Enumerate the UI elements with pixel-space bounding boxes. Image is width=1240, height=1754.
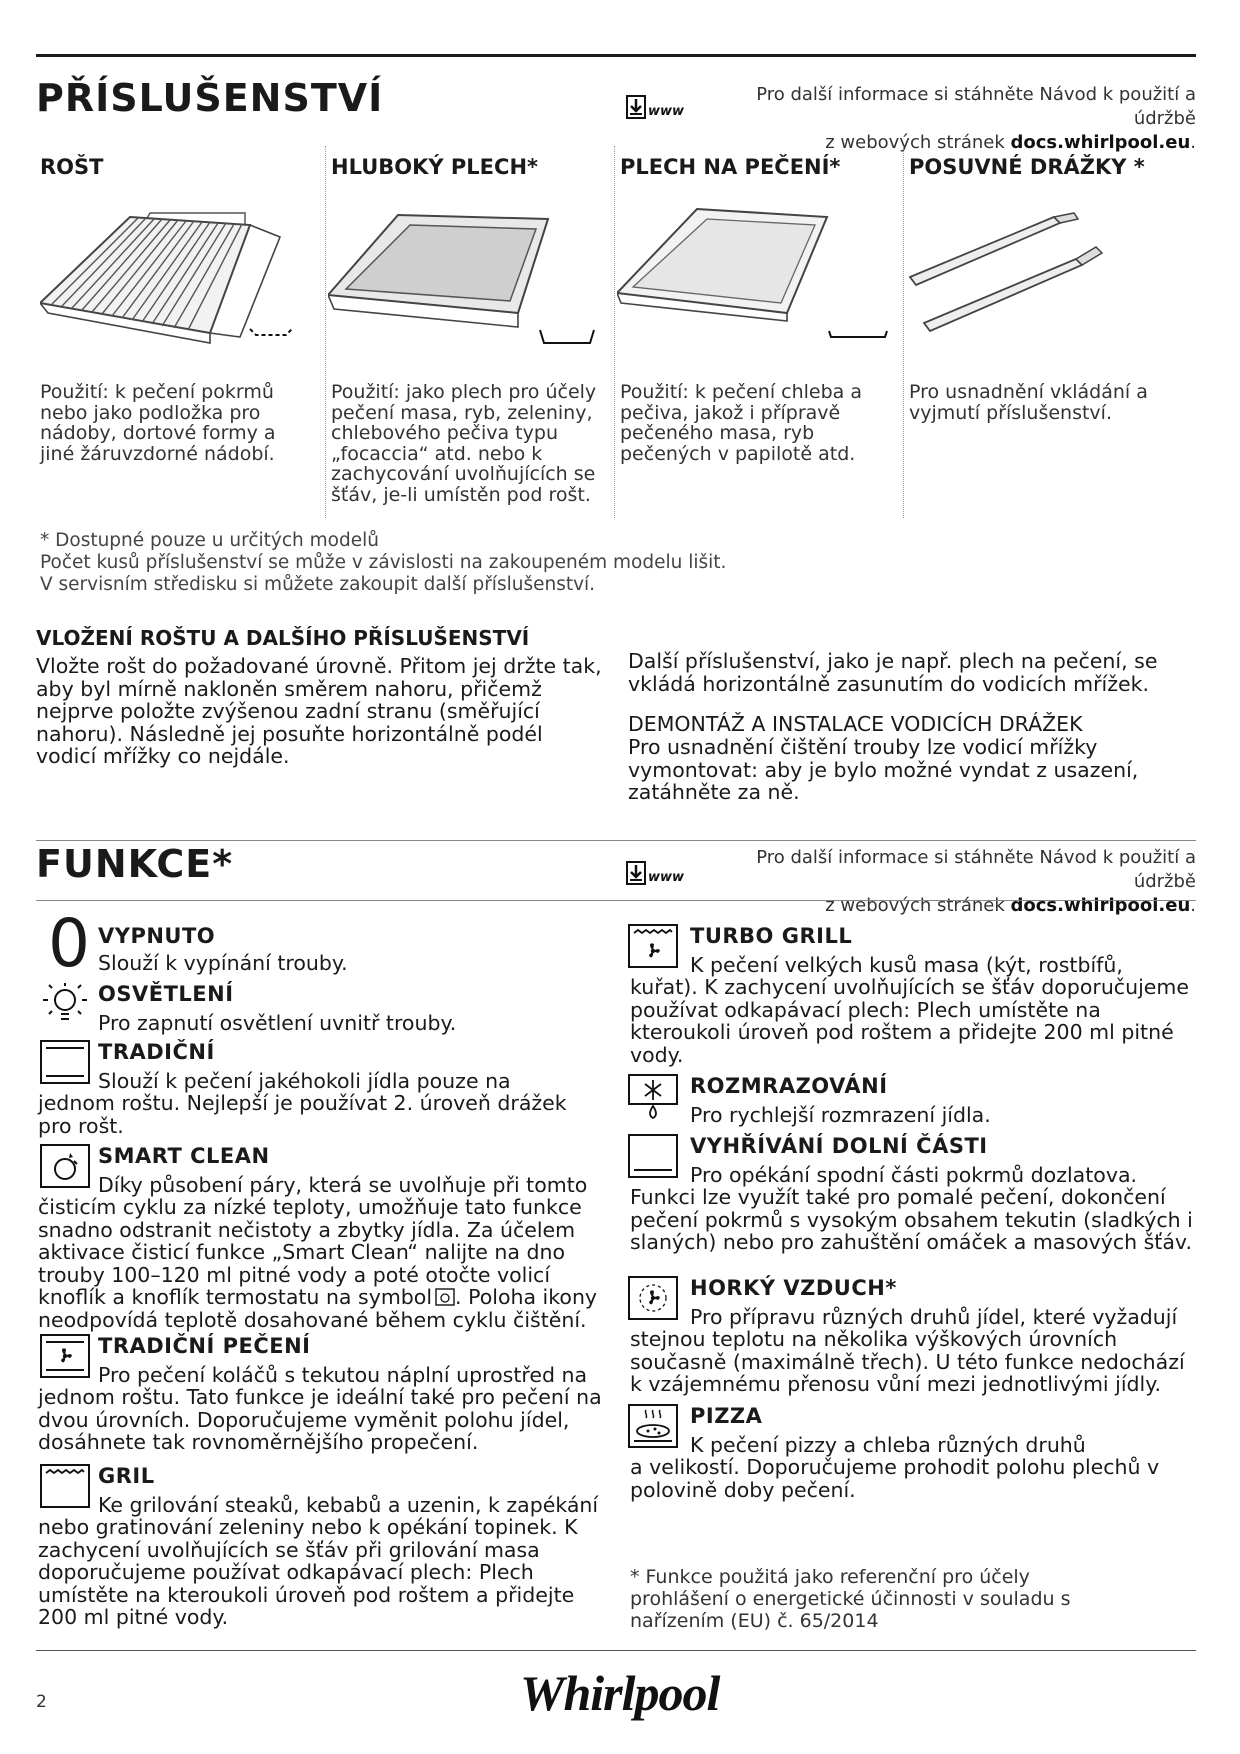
grill-icon	[40, 1464, 90, 1508]
fn-desc-off: Slouží k vypínání trouby.	[98, 951, 348, 975]
www-note-line1: Pro další informace si stáhněte Návod k použití a údržbě	[756, 84, 1196, 129]
footer-rule	[36, 1650, 1196, 1651]
insertion-title: VLOŽENÍ ROŠTU A DALŠÍHO PŘÍSLUŠENSTVÍ	[36, 626, 530, 650]
col-title-plech-na-peceni: PLECH NA PEČENÍ*	[620, 155, 841, 179]
col-desc-rost: Použití: k pečení pokrmů nebo jako podložka pro nádoby, dortové formy a jiné žáruvzdorné nádobí.	[40, 381, 276, 465]
col-title-hluboky-plech: HLUBOKÝ PLECH*	[331, 155, 538, 179]
fn-title-grill: GRIL	[98, 1464, 155, 1488]
wire-shelf-illustration	[40, 205, 310, 345]
download-www-icon	[626, 94, 688, 122]
insertion-right-title: DEMONTÁŽ A INSTALACE VODICÍCH DRÁŽEK	[628, 712, 1083, 736]
fn-title-smart-clean: SMART CLEAN	[98, 1144, 270, 1168]
fn-desc-convection-bake-1: Pro pečení koláčů s tekutou náplní uprostřed na	[98, 1363, 588, 1387]
svg-text:www: www	[648, 104, 685, 119]
fn-desc-convection-bake-2: jednom roštu. Tato funkce je ideální také pro pečení na dvou úrovních. Doporučujeme vyměnit polohu jídel, dosáhnete tak rovnoměrnějšího propečení.	[38, 1385, 602, 1454]
fn-title-defrost: ROZMRAZOVÁNÍ	[690, 1074, 888, 1098]
www-note-line2: z webových stránek docs.whirlpool.eu.	[825, 132, 1196, 153]
smart-clean-icon	[40, 1144, 90, 1188]
pizza-icon	[628, 1404, 678, 1448]
bottom-heat-icon	[628, 1134, 678, 1178]
download-www-icon	[626, 860, 688, 888]
functions-www-note: Pro další informace si stáhněte Návod k použití a údržbě z webových stránek docs.whirlpool.eu.	[756, 847, 1196, 916]
defrost-icon	[628, 1074, 678, 1122]
convection-bake-icon	[40, 1334, 90, 1378]
off-digit-icon: 0	[48, 905, 90, 982]
fn-desc-conventional-2: jednom roštu. Nejlepší je používat 2. úroveň drážek pro rošt.	[38, 1091, 567, 1138]
fn-title-bottom-heat: VYHŘÍVÁNÍ DOLNÍ ČÁSTI	[690, 1134, 988, 1158]
page-number: 2	[36, 1692, 47, 1712]
baking-tray-illustration	[617, 205, 897, 345]
fn-title-turbo-grill: TURBO GRILL	[690, 924, 853, 948]
fn-desc-light: Pro zapnutí osvětlení uvnitř trouby.	[98, 1011, 457, 1035]
fn-desc-pizza-2: a velikostí. Doporučujeme prohodit polohu plechů v polovině doby pečení.	[630, 1455, 1160, 1502]
col-separator	[614, 146, 615, 518]
docs-link[interactable]: docs.whirlpool.eu	[1010, 132, 1191, 153]
col-desc-posuvne-drazky: Pro usnadnění vkládání a vyjmutí příslušenství.	[909, 381, 1148, 424]
light-bulb-icon	[40, 980, 90, 1026]
fn-desc-smart-clean-2: čisticím cyklu za nízké teploty, umožňuje tato funkce snadno odstranit nečistoty a zbytky jídla. Za účelem aktivace čisticí funkce „Smart Clean“ nalijte na dno trouby 100–120 ml pitné vody a poté otočte volicí knoflík a knoflík termostatu na symbol . Poloha ikony neodpovídá teplotě dosahované během cyklu čištění.	[38, 1195, 598, 1332]
col-title-posuvne-drazky: POSUVNÉ DRÁŽKY *	[909, 155, 1145, 179]
fn-desc-smart-clean-1: Díky působení páry, která se uvolňuje při tomto	[98, 1173, 588, 1197]
fn-desc-bottom-heat-1: Pro opékání spodní části pokrmů dozlatova.	[690, 1163, 1138, 1187]
fn-title-light: OSVĚTLENÍ	[98, 982, 234, 1006]
insertion-right-text-2: Pro usnadnění čištění trouby lze vodicí mřížky vymontovat: aby je bylo možné vyndat z usazení, zatáhněte za ně.	[628, 735, 1139, 804]
insertion-right-text-1: Další příslušenství, jako je např. plech na pečení, se vkládá horizontálně zasunutím do vodicích mřížek.	[628, 649, 1158, 696]
fn-desc-turbo-grill-1: K pečení velkých kusů masa (kýt, rostbífů,	[690, 953, 1123, 977]
conventional-heat-icon	[40, 1040, 90, 1084]
turbo-grill-icon	[628, 924, 678, 968]
fn-desc-conventional-1: Slouží k pečení jakéhokoli jídla pouze na	[98, 1069, 511, 1093]
insertion-left-text: Vložte rošt do požadované úrovně. Přitom jej držte tak, aby byl mírně nakloněn směrem nahoru, přičemž nejprve položte zvýšenou zadní stranu (směřující nahoru). Následně jej posuňte horizontálně podél vodicí mřížky co nejdále.	[36, 654, 602, 768]
fn-title-hot-air: HORKÝ VZDUCH*	[690, 1276, 897, 1300]
col-title-rost: ROŠT	[40, 155, 104, 179]
functions-footnote: * Funkce použitá jako referenční pro účely prohlášení o energetické účinnosti v souladu s nařízením (EU) č. 65/2014	[630, 1566, 1071, 1632]
col-separator	[903, 146, 904, 518]
fn-title-conventional: TRADIČNÍ	[98, 1040, 215, 1064]
fn-title-pizza: PIZZA	[690, 1404, 763, 1428]
col-separator	[325, 146, 326, 518]
deep-tray-illustration	[328, 205, 608, 345]
col-desc-hluboky-plech: Použití: jako plech pro účely pečení masa, ryb, zeleniny, chlebového pečiva typu „focaccia“ atd. nebo k zachycování uvolňujících se šťáv, je-li umístěn pod rošt.	[331, 381, 597, 506]
col-desc-plech-na-peceni: Použití: k pečení chleba a pečiva, jakož i přípravě pečeného masa, ryb pečených v papilotě atd.	[620, 381, 862, 465]
fn-title-off: VYPNUTO	[98, 924, 216, 948]
sliding-runners-illustration	[906, 205, 1186, 345]
svg-text:www: www	[648, 870, 685, 885]
fn-desc-defrost: Pro rychlejší rozmrazení jídla.	[690, 1103, 991, 1127]
fn-desc-pizza-1: K pečení pizzy a chleba různých druhů	[690, 1433, 1086, 1457]
functions-top-rule	[36, 840, 1196, 841]
fn-desc-grill-2: nebo gratinování zeleniny nebo k opékání topinek. K zachycení uvolňujících se šťáv při grilování masa doporučujeme používat odkapávací plech: Plech umístěte na kteroukoli úroveň pod roštem a přidejte 200 ml pitné vody.	[38, 1515, 578, 1629]
fn-desc-bottom-heat-2: Funkci lze využít také pro pomalé pečení, dokončení pečení pokrmů s vysokým obsahem tekutin (sladkých i slaných) nebo pro zahuštění omáček a masových šťáv.	[630, 1185, 1193, 1254]
fn-title-convection-bake: TRADIČNÍ PEČENÍ	[98, 1334, 311, 1358]
top-rule	[36, 54, 1196, 57]
functions-title: FUNKCE*	[36, 842, 234, 886]
whirlpool-logo: Whirlpool	[520, 1665, 720, 1721]
functions-bottom-rule	[36, 900, 1196, 901]
accessories-title: PŘÍSLUŠENSTVÍ	[36, 76, 384, 120]
hot-air-fan-icon	[628, 1276, 678, 1320]
docs-link[interactable]: docs.whirlpool.eu	[1010, 895, 1191, 916]
fn-desc-turbo-grill-2: kuřat). K zachycení uvolňujících se šťáv doporučujeme používat odkapávací plech: Plech umístěte na kteroukoli úroveň pod roštem a přidejte 200 ml pitné vody.	[630, 975, 1189, 1067]
accessories-www-note	[716, 83, 1196, 155]
accessories-footnotes: * Dostupné pouze u určitých modelů Počet kusů příslušenství se může v závislosti na zakoupeném modelu lišit. V servisním středisku si můžete zakoupit další příslušenství.	[40, 530, 727, 595]
fn-desc-hot-air-1: Pro přípravu různých druhů jídel, které vyžadují	[690, 1305, 1178, 1329]
smart-clean-symbol-icon	[435, 1288, 455, 1306]
fn-desc-grill-1: Ke grilování steaků, kebabů a uzenin, k zapékání	[98, 1493, 599, 1517]
fn-desc-hot-air-2: stejnou teplotu na několika výškových úrovních současně (maximálně třech). U této funkce nedochází k vzájemnému přenosu vůní mezi jednotlivými jídly.	[630, 1327, 1185, 1396]
